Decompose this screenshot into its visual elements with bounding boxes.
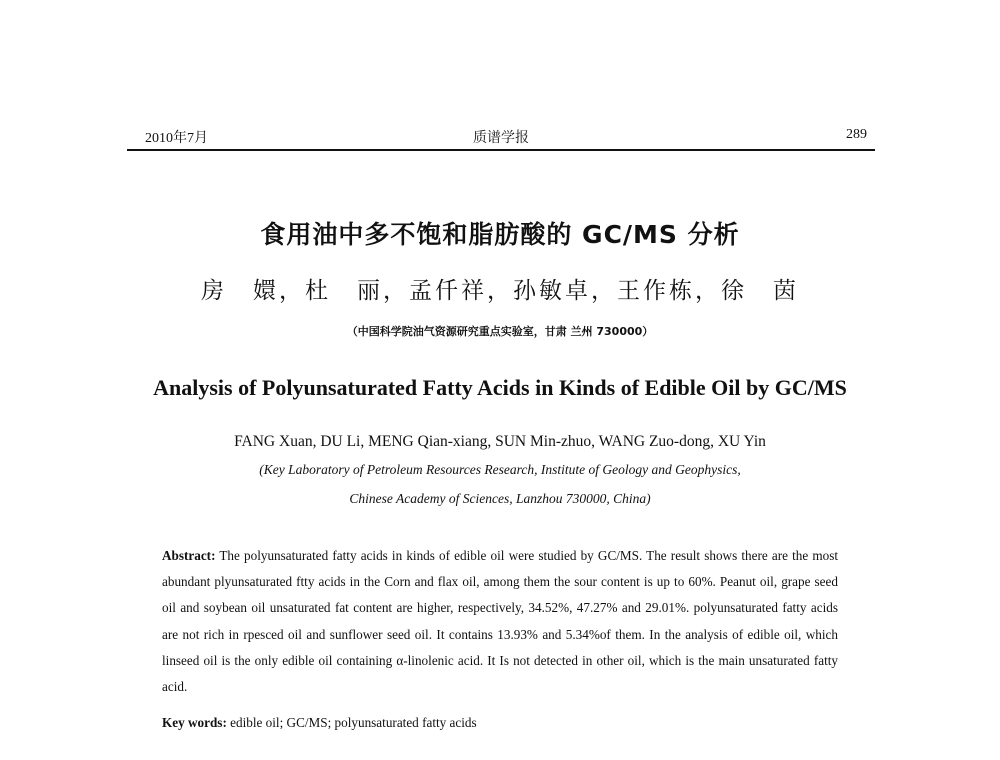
keywords-text: edible oil; GC/MS; polyunsaturated fatty acids <box>230 715 477 730</box>
chinese-affiliation: （中国科学院油气资源研究重点实验室，甘肃 兰州 730000） <box>346 325 654 338</box>
header-rule <box>127 149 875 151</box>
english-title: Analysis of Polyunsaturated Fatty Acids in Kinds of Edible Oil by GC/MS <box>153 375 847 400</box>
issue-date: 2010年7月 <box>145 131 208 146</box>
english-authors: FANG Xuan, DU Li, MENG Qian-xiang, SUN Min-zhuo, WANG Zuo-dong, XU Yin <box>234 433 766 450</box>
abstract-label: Abstract: <box>162 548 216 563</box>
page-number: 289 <box>846 127 867 142</box>
keywords-label: Key words: <box>162 715 227 730</box>
abstract-text: The polyunsaturated fatty acids in kinds of edible oil were studied by GC/MS. The result shows there are the most abundant plyunsaturated ftty acids in the Corn and flax oil, among them the sour content is up to 60%. Peanut oil, grape seed oil and soybean oil unsaturated fat content are higher, respectively, 34.52%, 47.27% and 29.01%. polyunsaturated fatty acids are not rich in rpesced oil and sunflower seed oil. It contains 13.93% and 5.34%of them. In the analysis of edible oil, which linseed oil is the only edible oil containing α-linolenic acid. It Is not detected in other oil, which is the main unsaturated fatty acid. <box>162 548 838 695</box>
chinese-authors: 房 嬛，杜 丽，孟仟祥，孙敏卓，王作栋，徐 茵 <box>201 278 799 304</box>
english-affiliation-line-1: (Key Laboratory of Petroleum Resources Research, Institute of Geology and Geophysics, <box>259 462 741 477</box>
running-header <box>127 127 875 147</box>
keywords <box>162 715 838 731</box>
abstract <box>162 543 838 700</box>
chinese-title: 食用油中多不饱和脂肪酸的 GC/MS 分析 <box>260 220 740 249</box>
journal-name: 质谱学报 <box>473 131 529 146</box>
english-affiliation-line-2: Chinese Academy of Sciences, Lanzhou 730000, China) <box>349 491 651 506</box>
